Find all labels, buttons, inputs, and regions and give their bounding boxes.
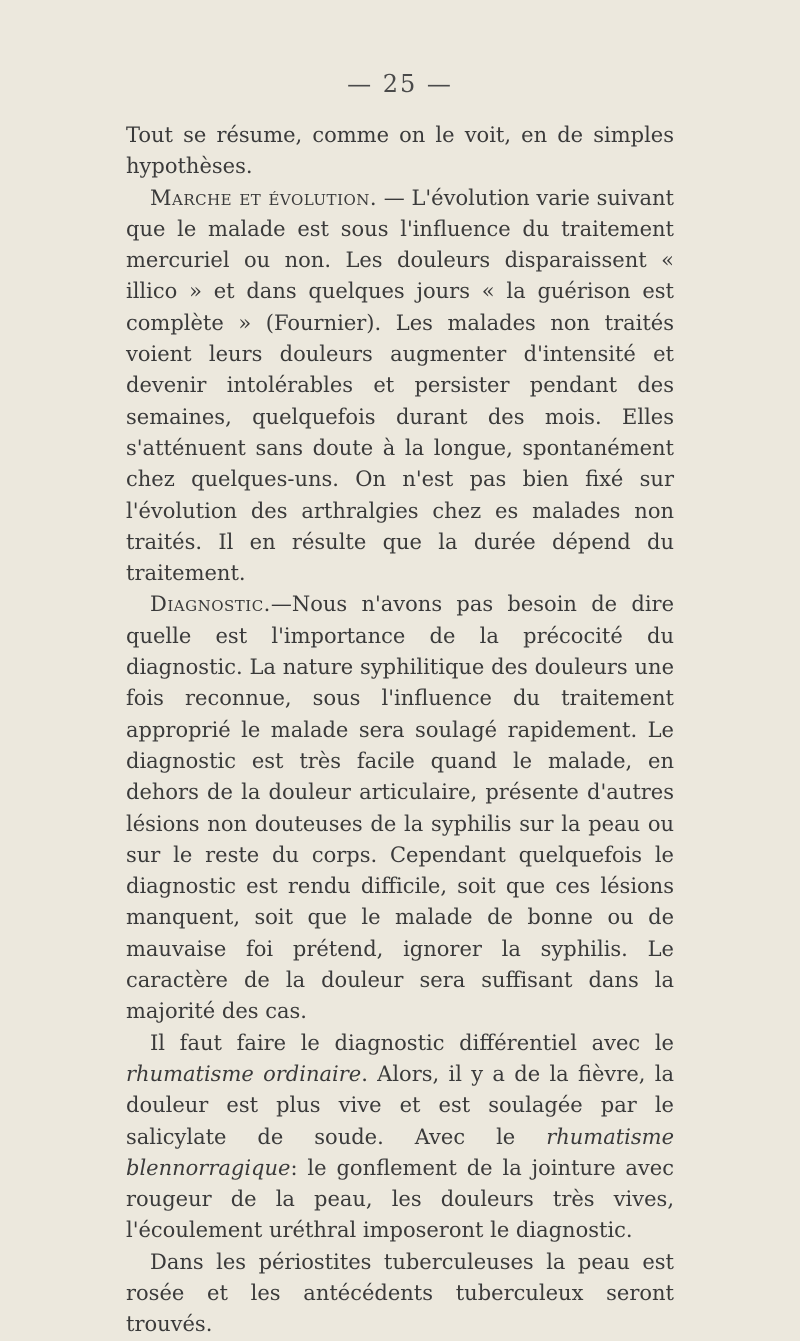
paragraph-text: : le gonflement de la jointure avec rougeur de la peau, les douleurs très vives, l'écoulement uréthral imposeront le diagnostic. (126, 1155, 674, 1243)
section-heading-diagnostic: Diagnostic. (150, 592, 271, 617)
paragraph-diagnostic (126, 589, 674, 1027)
paragraph-text: Dans les périostites tuberculeuses la peau est rosée et les antécédents tuberculeux seront trouvés. (126, 1249, 674, 1337)
paragraph-text: —Nous n'avons pas besoin de dire quelle est l'importance de la précocité du diagnostic. La nature syphilitique des douleurs une fois reconnue, sous l'influence du traitement approprié le malade sera soulagé rapidement. Le diagnostic est très facile quand le malade, en dehors de la douleur articulaire, présente d'autres lésions non douteuses de la syphilis sur la peau ou sur le reste du corps. Cependant quelquefois le diagnostic est rendu difficile, soit que ces lésions manquent, soit que le malade de bonne ou de mauvaise foi prétend, ignorer la syphilis. Le caractère de la douleur sera suffisant dans la majorité des cas. (126, 592, 674, 1024)
paragraph-text: Tout se résume, comme on le voit, en de simples hypothèses. (126, 123, 674, 179)
section-heading-marche: Marche et évolution. (150, 185, 378, 210)
italic-term-rhumatisme-blennorragique: rhumatisme blennorragique (126, 1124, 674, 1180)
paragraph-text: . Alors, il y a de la fièvre, la douleur est plus vive et est soulagée par le salicylate de soude. Avec le (126, 1061, 674, 1149)
body-text (126, 120, 674, 1341)
paragraph-periostites (126, 1247, 674, 1341)
page-number: — 25 — (347, 70, 453, 98)
paragraph-intro (126, 120, 674, 183)
paragraph-marche-evolution (126, 183, 674, 590)
paragraph-differential (126, 1028, 674, 1247)
italic-term-rhumatisme-ordinaire: rhumatisme ordinaire (126, 1061, 362, 1086)
paragraph-text: — L'évolution varie suivant que le malade est sous l'influence du traitement mercuriel ou non. Les douleurs disparaissent « illico » et dans quelques jours « la guérison est complète » (Fournier). Les malades non traités voient leurs douleurs augmenter d'intensité et devenir intolérables et persister pendant des semaines, quelquefois durant des mois. Elles s'atténuent sans doute à la longue, spontanément chez quelques-uns. On n'est pas bien fixé sur l'évolution des arthralgies chez es malades non traités. Il en résulte que la durée dépend du traitement. (126, 185, 674, 586)
paragraph-text: Il faut faire le diagnostic différentiel avec le (150, 1030, 674, 1055)
